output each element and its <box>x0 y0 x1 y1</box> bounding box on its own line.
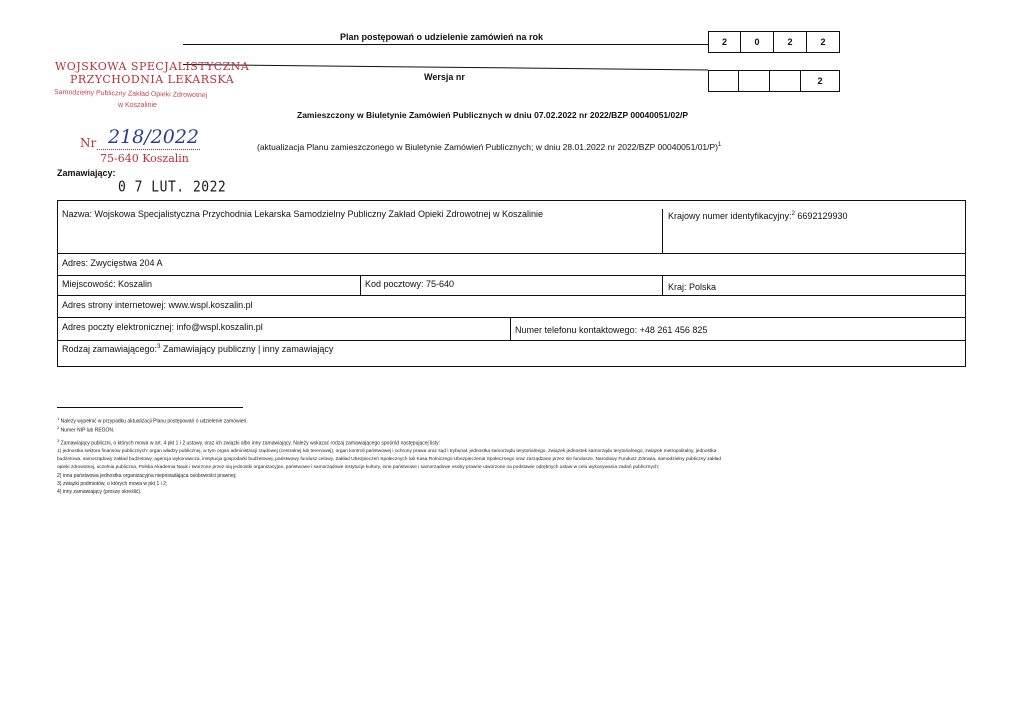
national-id-cell <box>668 211 847 221</box>
stamp-line-2: PRZYCHODNIA LEKARSKA <box>70 73 235 86</box>
stamp-nr-handwritten: 218/2022 <box>108 126 200 148</box>
update-line-text: (aktualizacja Planu zamieszczonego w Biuletynie Zamówień Publicznych; w dniu 28.01.2022 nr 2022/BZP 00040051/01/P) <box>257 142 719 152</box>
update-line-sup: 1 <box>718 142 722 149</box>
version-digit-1 <box>708 70 739 92</box>
footnote-3-item-3: 3) związki podmiotów, o których mowa w pkt 1 i 2; <box>57 481 168 487</box>
stamp-line-4: w Koszalinie <box>118 102 157 109</box>
footnote-3-item-1c: opieki zdrowotnej, uczelnia publiczna, Polska Akademia Nauk i tworzone przez nią jednostki organizacyjne, państwowe i samorządowe instytucje kultury, inne państwowe i samorządowe osoby prawne utworzone na podstawie odrębnych ustaw w celu wykonywania zadań publicznych; <box>57 465 660 470</box>
footnote-1-num: 1 <box>57 416 60 421</box>
footnote-1 <box>57 416 248 425</box>
footnote-3-num: 3 <box>57 438 60 443</box>
national-id-sup: 2 <box>791 211 795 217</box>
year-digit-4: 2 <box>806 31 840 53</box>
postal-code-cell: Kod pocztowy: 75-640 <box>365 279 455 289</box>
national-id-value: 6692129930 <box>797 211 848 221</box>
update-line <box>257 142 721 152</box>
contracting-label: Zamawiający: <box>57 168 116 178</box>
city-cell: Miejscowość: Koszalin <box>62 279 153 289</box>
footnote-separator <box>57 407 243 408</box>
type-cell <box>62 344 333 354</box>
year-digit-3: 2 <box>773 31 807 53</box>
footnote-2-text: Numer NIP lub REGON. <box>60 427 115 434</box>
col-divider-country <box>662 275 663 295</box>
website-cell: Adres strony internetowej: www.wspl.koszalin.pl <box>62 300 253 310</box>
col-divider-postal <box>360 275 361 295</box>
row-divider-3 <box>58 295 965 296</box>
email-cell: Adres poczty elektronicznej: info@wspl.koszalin.pl <box>62 322 263 332</box>
published-line: Zamieszczony w Biuletynie Zamówień Publicznych w dniu 07.02.2022 nr 2022/BZP 00040051/02/P <box>297 110 689 120</box>
row-divider-2 <box>58 275 965 276</box>
col-divider-phone <box>510 317 511 340</box>
header-rule-version <box>183 64 708 70</box>
footnote-3-item-1: 1) jednostka sektora finansów publicznych: organ władzy publicznej, w tym organ administracji rządowej (centralnej lub terenowej), organ kontroli państwowej i ochrony prawa oraz sąd i trybunał, jednostka samorządu terytorialnego, związek jednostek samorządu terytorialnego, związek metropolitalny, jednostka <box>57 449 717 454</box>
stamp-date: 0 7 LUT. 2022 <box>118 179 227 197</box>
national-id-label: Krajowy numer identyfikacyjny: <box>668 211 792 221</box>
footnote-3-item-1b: budżetowa, samorządowy zakład budżetowy, agencja wykonawcza, instytucja gospodarki budżetowej, państwowy fundusz celowy, Zakład Ubezpieczeń Społecznych lub Kasa Rolniczego Ubezpieczenia Społecznego oraz zarządzane przez nie fundusze, Narodowy Fundusz Zdrowia, samodzielny publiczny zakład <box>57 457 722 462</box>
stamp-line-3: Samodzielny Publiczny Zakład Opieki Zdrowotnej <box>53 89 208 100</box>
country-cell: Kraj: Polska <box>668 282 717 292</box>
stamp-postal: 75-640 Koszalin <box>100 152 189 165</box>
contracting-authority-table <box>57 200 966 367</box>
footnote-3-item-4: 4) inny zamawiający (proszę określić). <box>57 489 142 495</box>
name-cell: Nazwa: Wojskowa Specjalistyczna Przychodnia Lekarska Samodzielny Publiczny Zakład Opieki Zdrowotnej w Koszalinie <box>62 209 544 219</box>
version-label: Wersja nr <box>424 72 465 82</box>
footnote-1-text: Należy wypełnić w przypadku aktualizacji Planu postępowań o udzielenie zamówień. <box>60 418 248 425</box>
row-divider-5 <box>58 340 965 341</box>
year-digit-2: 0 <box>740 31 774 53</box>
row-divider-1 <box>58 253 965 254</box>
footnote-2-num: 2 <box>57 425 60 430</box>
stamp-nr-label: Nr <box>80 136 97 150</box>
footnote-3-text: Zamawiający publiczni, o których mowa w art. 4 pkt 1 i 2 ustawy, oraz ich związki albo inny zamawiający. Należy wskazać rodzaj zamawiającego spośród następującej listy: <box>60 440 441 447</box>
version-digit-4: 2 <box>800 70 840 92</box>
footnote-3-item-2: 2) inna państwowa jednostka organizacyjna nieposiadająca osobowości prawnej; <box>57 473 237 479</box>
version-digit-2 <box>738 70 770 92</box>
address-cell: Adres: Zwycięstwa 204 A <box>62 258 163 268</box>
year-digit-1: 2 <box>708 31 741 53</box>
col-divider-id <box>662 209 663 253</box>
version-digit-3 <box>769 70 801 92</box>
row-divider-4 <box>58 317 965 318</box>
type-label: Rodzaj zamawiającego: <box>62 344 158 354</box>
type-sup: 3 <box>157 344 161 350</box>
footnote-2 <box>57 425 114 434</box>
type-value: Zamawiający publiczny | inny zamawiający <box>162 344 334 354</box>
plan-title: Plan postępowań o udzielenie zamówień na rok <box>340 32 544 42</box>
phone-cell: Numer telefonu kontaktowego: +48 261 456 825 <box>515 325 708 335</box>
footnote-3 <box>57 438 440 447</box>
stamp-nr-underline <box>97 149 200 150</box>
header-rule-top <box>183 44 708 45</box>
stamp-line-1: WOJSKOWA SPECJALISTYCZNA <box>55 60 250 73</box>
